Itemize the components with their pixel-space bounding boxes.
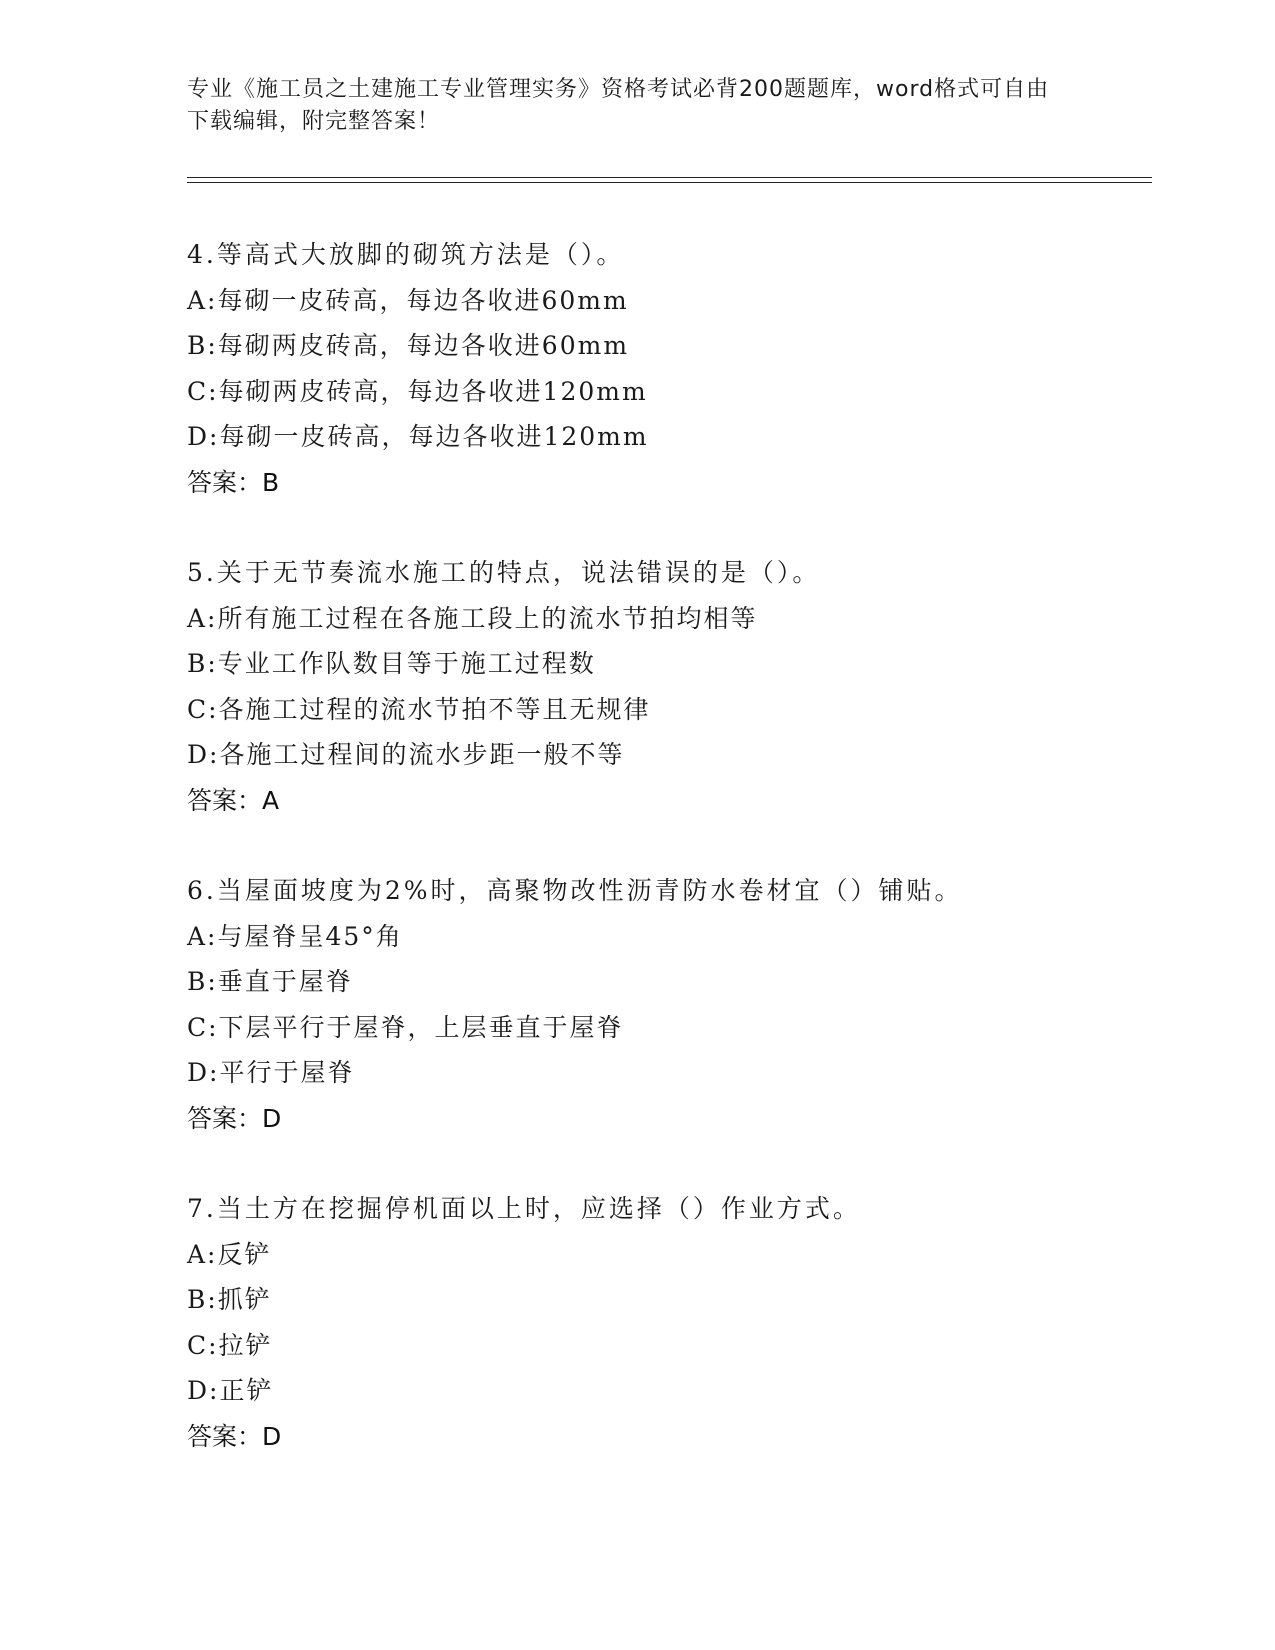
option-b: B:每砌两皮砖高，每边各收进60mm xyxy=(187,331,630,360)
question-4 xyxy=(187,232,1147,505)
option-c: C:下层平行于屋脊，上层垂直于屋脊 xyxy=(187,1012,624,1042)
option-a: A:与屋脊呈45°角 xyxy=(187,921,403,951)
option-d: D:各施工过程间的流水步距一般不等 xyxy=(187,740,625,769)
answer-line: 答案：D xyxy=(187,1421,282,1451)
option-a: A:每砌一皮砖高，每边各收进60mm xyxy=(187,285,629,315)
option-c: C:各施工过程的流水节拍不等且无规律 xyxy=(187,694,651,724)
option-c: C:拉铲 xyxy=(187,1330,273,1360)
document-header-title: 专业《施工员之土建施工专业管理实务》资格考试必背200题题库，word格式可自由下载编辑，附完整答案！ xyxy=(187,77,1050,134)
option-a: A:反铲 xyxy=(187,1239,272,1269)
question-stem: 7.当土方在挖掘停机面以上时，应选择（）作业方式。 xyxy=(187,1194,861,1223)
question-6 xyxy=(187,868,1147,1141)
option-a: A:所有施工过程在各施工段上的流水节拍均相等 xyxy=(187,603,758,633)
header-divider-bottom xyxy=(187,182,1152,183)
option-b: B:抓铲 xyxy=(187,1285,272,1314)
question-5 xyxy=(187,550,1147,823)
answer-line: 答案：B xyxy=(187,467,280,497)
option-d: D:正铲 xyxy=(187,1376,274,1405)
option-b: B:专业工作队数目等于施工过程数 xyxy=(187,649,596,678)
option-b: B:垂直于屋脊 xyxy=(187,967,353,996)
question-stem: 4.等高式大放脚的砌筑方法是（）。 xyxy=(187,240,625,269)
option-c: C:每砌两皮砖高，每边各收进120mm xyxy=(187,376,648,406)
question-stem: 6.当屋面坡度为2%时，高聚物改性沥青防水卷材宜（）铺贴。 xyxy=(187,876,963,905)
question-7 xyxy=(187,1186,1147,1459)
option-d: D:平行于屋脊 xyxy=(187,1058,355,1087)
answer-line: 答案：D xyxy=(187,1103,282,1133)
option-d: D:每砌一皮砖高，每边各收进120mm xyxy=(187,422,649,451)
answer-line: 答案：A xyxy=(187,785,280,815)
question-stem: 5.关于无节奏流水施工的特点，说法错误的是（）。 xyxy=(187,558,821,587)
header-divider-top xyxy=(187,177,1152,178)
